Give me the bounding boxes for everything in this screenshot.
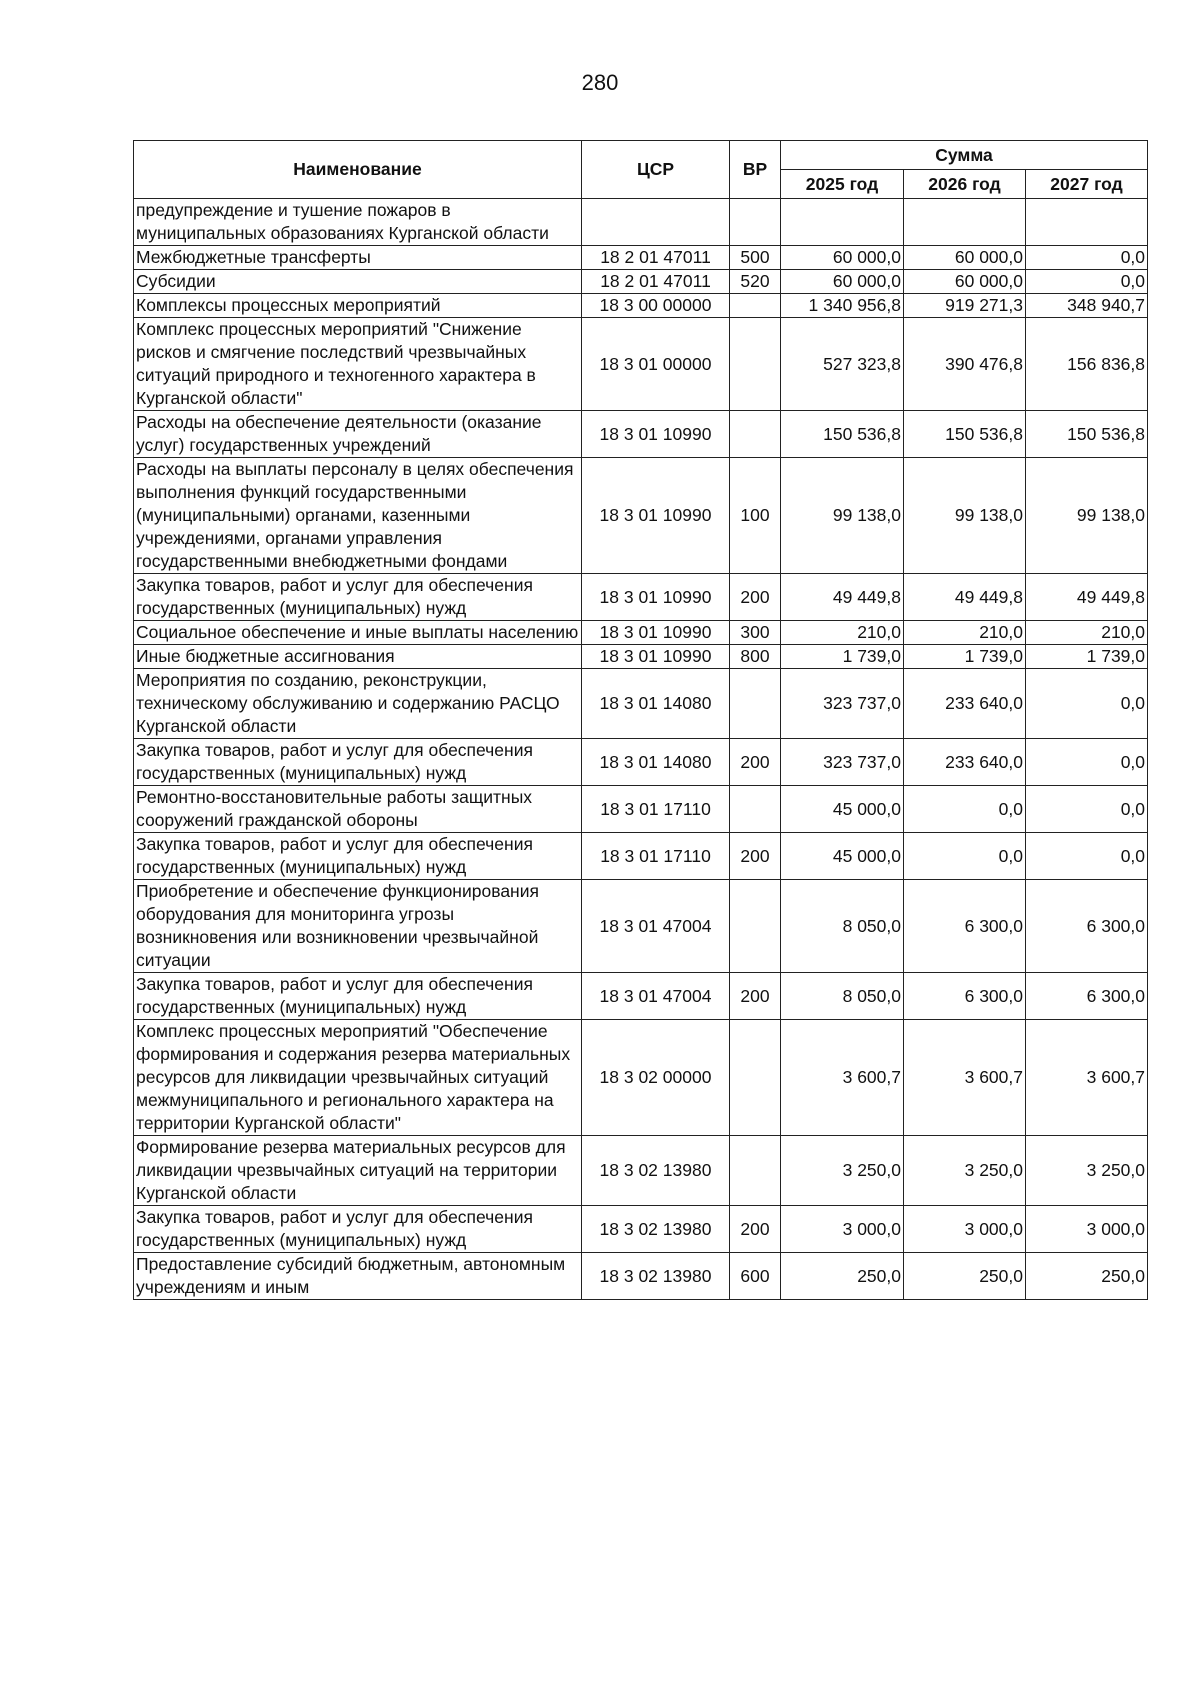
row-vr-cell	[730, 1020, 781, 1136]
row-2027-cell: 3 250,0	[1026, 1136, 1148, 1206]
row-2027-cell: 6 300,0	[1026, 880, 1148, 973]
table-row	[134, 294, 1148, 318]
row-csr-cell	[582, 199, 730, 246]
table-row	[134, 739, 1148, 786]
row-2027-cell: 0,0	[1026, 833, 1148, 880]
row-2025-cell: 1 340 956,8	[781, 294, 904, 318]
row-2025-cell: 60 000,0	[781, 246, 904, 270]
table-row	[134, 1206, 1148, 1253]
row-2027-cell: 0,0	[1026, 246, 1148, 270]
row-2026-cell: 919 271,3	[904, 294, 1026, 318]
row-2025-cell: 45 000,0	[781, 833, 904, 880]
budget-table	[133, 140, 1148, 1300]
row-2026-cell: 233 640,0	[904, 739, 1026, 786]
row-2026-cell: 6 300,0	[904, 973, 1026, 1020]
row-name-cell: Расходы на выплаты персоналу в целях обеспечения выполнения функций государственными (муниципальными) органами, казенными учреждениями, органами управления государственными внебюджетными фондами	[134, 458, 582, 574]
row-2027-cell: 210,0	[1026, 621, 1148, 645]
table-row	[134, 973, 1148, 1020]
table-row	[134, 1020, 1148, 1136]
row-2025-cell: 99 138,0	[781, 458, 904, 574]
page-number: 280	[581, 70, 619, 95]
row-name-cell: Закупка товаров, работ и услуг для обеспечения государственных (муниципальных) нужд	[134, 1206, 582, 1253]
row-vr-cell	[730, 880, 781, 973]
row-vr-cell: 200	[730, 1206, 781, 1253]
row-2026-cell: 233 640,0	[904, 669, 1026, 739]
row-2025-cell: 8 050,0	[781, 880, 904, 973]
header-name: Наименование	[134, 141, 582, 199]
row-2026-cell: 49 449,8	[904, 574, 1026, 621]
row-2026-cell: 150 536,8	[904, 411, 1026, 458]
row-csr-cell: 18 2 01 47011	[582, 270, 730, 294]
table-body	[134, 199, 1148, 1300]
row-vr-cell: 500	[730, 246, 781, 270]
row-vr-cell: 100	[730, 458, 781, 574]
table-row	[134, 669, 1148, 739]
table-row	[134, 246, 1148, 270]
row-vr-cell	[730, 199, 781, 246]
row-2026-cell: 0,0	[904, 786, 1026, 833]
row-2026-cell	[904, 199, 1026, 246]
row-2025-cell: 60 000,0	[781, 270, 904, 294]
row-csr-cell: 18 3 01 17110	[582, 786, 730, 833]
row-csr-cell: 18 3 01 14080	[582, 669, 730, 739]
row-csr-cell: 18 3 01 47004	[582, 880, 730, 973]
row-2027-cell: 250,0	[1026, 1253, 1148, 1300]
row-2026-cell: 390 476,8	[904, 318, 1026, 411]
row-vr-cell	[730, 318, 781, 411]
row-2026-cell: 3 000,0	[904, 1206, 1026, 1253]
row-vr-cell: 200	[730, 833, 781, 880]
row-name-cell: Расходы на обеспечение деятельности (оказание услуг) государственных учреждений	[134, 411, 582, 458]
row-2027-cell: 99 138,0	[1026, 458, 1148, 574]
row-2025-cell: 1 739,0	[781, 645, 904, 669]
table-row	[134, 199, 1148, 246]
row-2027-cell: 6 300,0	[1026, 973, 1148, 1020]
row-2026-cell: 210,0	[904, 621, 1026, 645]
row-name-cell: Закупка товаров, работ и услуг для обеспечения государственных (муниципальных) нужд	[134, 574, 582, 621]
row-vr-cell	[730, 411, 781, 458]
row-2027-cell: 156 836,8	[1026, 318, 1148, 411]
row-vr-cell: 520	[730, 270, 781, 294]
row-name-cell: Межбюджетные трансферты	[134, 246, 582, 270]
row-2027-cell: 0,0	[1026, 270, 1148, 294]
row-vr-cell	[730, 669, 781, 739]
row-2025-cell: 8 050,0	[781, 973, 904, 1020]
row-2027-cell: 348 940,7	[1026, 294, 1148, 318]
row-name-cell: предупреждение и тушение пожаров в муниципальных образованиях Курганской области	[134, 199, 582, 246]
row-name-cell: Субсидии	[134, 270, 582, 294]
row-csr-cell: 18 3 01 47004	[582, 973, 730, 1020]
row-name-cell: Ремонтно-восстановительные работы защитных сооружений гражданской обороны	[134, 786, 582, 833]
table-row	[134, 411, 1148, 458]
row-csr-cell: 18 3 02 13980	[582, 1206, 730, 1253]
table-header	[134, 141, 1148, 199]
header-csr: ЦСР	[582, 141, 730, 199]
row-2026-cell: 3 600,7	[904, 1020, 1026, 1136]
row-2025-cell: 250,0	[781, 1253, 904, 1300]
row-vr-cell	[730, 294, 781, 318]
table-row	[134, 1253, 1148, 1300]
row-2026-cell: 0,0	[904, 833, 1026, 880]
row-csr-cell: 18 3 02 13980	[582, 1136, 730, 1206]
row-csr-cell: 18 3 01 10990	[582, 645, 730, 669]
row-2026-cell: 99 138,0	[904, 458, 1026, 574]
row-name-cell: Закупка товаров, работ и услуг для обеспечения государственных (муниципальных) нужд	[134, 973, 582, 1020]
table-row	[134, 621, 1148, 645]
table-row	[134, 786, 1148, 833]
row-2025-cell: 49 449,8	[781, 574, 904, 621]
row-name-cell: Комплекс процессных мероприятий "Обеспечение формирования и содержания резерва материальных ресурсов для ликвидации чрезвычайных ситуаций межмуниципального и регионального характера на территории Курганской области"	[134, 1020, 582, 1136]
row-2026-cell: 250,0	[904, 1253, 1026, 1300]
row-2026-cell: 3 250,0	[904, 1136, 1026, 1206]
row-2026-cell: 60 000,0	[904, 246, 1026, 270]
row-vr-cell: 200	[730, 574, 781, 621]
header-sum: Сумма	[781, 141, 1148, 170]
table-row	[134, 1136, 1148, 1206]
row-2025-cell: 3 250,0	[781, 1136, 904, 1206]
row-name-cell: Закупка товаров, работ и услуг для обеспечения государственных (муниципальных) нужд	[134, 833, 582, 880]
row-vr-cell: 200	[730, 739, 781, 786]
row-2026-cell: 60 000,0	[904, 270, 1026, 294]
row-csr-cell: 18 3 01 14080	[582, 739, 730, 786]
row-name-cell: Закупка товаров, работ и услуг для обеспечения государственных (муниципальных) нужд	[134, 739, 582, 786]
row-2027-cell: 150 536,8	[1026, 411, 1148, 458]
row-2027-cell: 3 600,7	[1026, 1020, 1148, 1136]
row-2027-cell: 0,0	[1026, 669, 1148, 739]
row-csr-cell: 18 3 02 00000	[582, 1020, 730, 1136]
row-2025-cell: 3 600,7	[781, 1020, 904, 1136]
row-2027-cell	[1026, 199, 1148, 246]
header-vr: ВР	[730, 141, 781, 199]
row-csr-cell: 18 3 01 10990	[582, 621, 730, 645]
row-csr-cell: 18 2 01 47011	[582, 246, 730, 270]
header-2025: 2025 год	[781, 170, 904, 199]
row-2025-cell: 3 000,0	[781, 1206, 904, 1253]
row-2025-cell: 527 323,8	[781, 318, 904, 411]
row-csr-cell: 18 3 01 00000	[582, 318, 730, 411]
row-2027-cell: 49 449,8	[1026, 574, 1148, 621]
row-csr-cell: 18 3 00 00000	[582, 294, 730, 318]
row-2027-cell: 0,0	[1026, 739, 1148, 786]
row-csr-cell: 18 3 02 13980	[582, 1253, 730, 1300]
row-name-cell: Социальное обеспечение и иные выплаты населению	[134, 621, 582, 645]
header-2026: 2026 год	[904, 170, 1026, 199]
table-row	[134, 833, 1148, 880]
row-vr-cell: 300	[730, 621, 781, 645]
row-name-cell: Предоставление субсидий бюджетным, автономным учреждениям и иным	[134, 1253, 582, 1300]
row-name-cell: Мероприятия по созданию, реконструкции, техническому обслуживанию и содержанию РАСЦО Курганской области	[134, 669, 582, 739]
row-csr-cell: 18 3 01 10990	[582, 574, 730, 621]
table-row	[134, 458, 1148, 574]
table-row	[134, 318, 1148, 411]
table-row	[134, 645, 1148, 669]
row-vr-cell: 800	[730, 645, 781, 669]
row-name-cell: Иные бюджетные ассигнования	[134, 645, 582, 669]
table-row	[134, 574, 1148, 621]
row-2025-cell: 150 536,8	[781, 411, 904, 458]
row-2027-cell: 1 739,0	[1026, 645, 1148, 669]
row-2025-cell: 323 737,0	[781, 669, 904, 739]
row-2027-cell: 0,0	[1026, 786, 1148, 833]
row-csr-cell: 18 3 01 17110	[582, 833, 730, 880]
row-vr-cell: 200	[730, 973, 781, 1020]
table-row	[134, 270, 1148, 294]
row-2026-cell: 6 300,0	[904, 880, 1026, 973]
table-row	[134, 880, 1148, 973]
row-2025-cell: 210,0	[781, 621, 904, 645]
row-vr-cell: 600	[730, 1253, 781, 1300]
row-2025-cell: 45 000,0	[781, 786, 904, 833]
row-2026-cell: 1 739,0	[904, 645, 1026, 669]
header-2027: 2027 год	[1026, 170, 1148, 199]
row-name-cell: Комплексы процессных мероприятий	[134, 294, 582, 318]
row-name-cell: Формирование резерва материальных ресурсов для ликвидации чрезвычайных ситуаций на территории Курганской области	[134, 1136, 582, 1206]
row-vr-cell	[730, 786, 781, 833]
row-2025-cell	[781, 199, 904, 246]
row-name-cell: Комплекс процессных мероприятий "Снижение рисков и смягчение последствий чрезвычайных ситуаций природного и техногенного характера в Курганской области"	[134, 318, 582, 411]
row-vr-cell	[730, 1136, 781, 1206]
row-2027-cell: 3 000,0	[1026, 1206, 1148, 1253]
row-2025-cell: 323 737,0	[781, 739, 904, 786]
row-csr-cell: 18 3 01 10990	[582, 458, 730, 574]
row-name-cell: Приобретение и обеспечение функционирования оборудования для мониторинга угрозы возникновения или возникновении чрезвычайной ситуации	[134, 880, 582, 973]
row-csr-cell: 18 3 01 10990	[582, 411, 730, 458]
